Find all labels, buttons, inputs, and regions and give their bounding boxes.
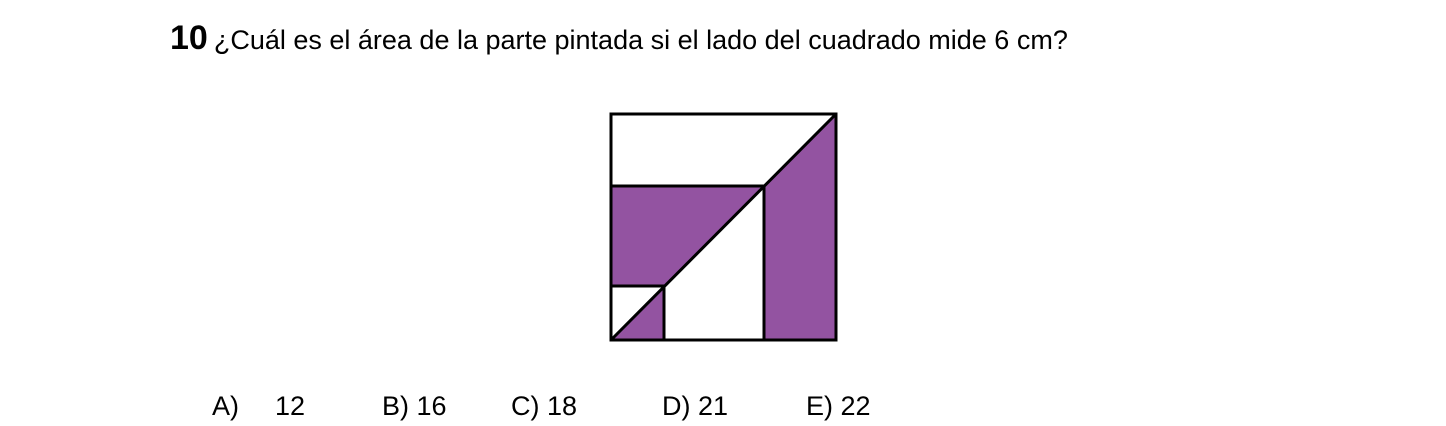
option-c[interactable] [511, 388, 577, 424]
question-number: 10 [170, 19, 208, 57]
question [170, 16, 1068, 67]
option-a[interactable] [212, 388, 305, 424]
option-a-letter: A) [212, 391, 239, 421]
option-d-letter: D) [662, 391, 691, 421]
option-b-letter: B) [382, 391, 409, 421]
option-a-value: 12 [275, 391, 306, 421]
option-e-value: 22 [840, 391, 871, 421]
option-d-value: 21 [698, 391, 729, 421]
option-e-letter: E) [806, 391, 833, 421]
option-c-value: 18 [547, 391, 578, 421]
option-b[interactable] [382, 388, 447, 424]
question-text: ¿Cuál es el área de la parte pintada si el lado del cuadrado mide 6 cm? [213, 25, 1068, 55]
option-b-value: 16 [416, 391, 447, 421]
option-c-letter: C) [511, 391, 540, 421]
geometry-figure [606, 108, 842, 346]
shaded-right-triangle [764, 114, 836, 340]
square-diagram [606, 108, 842, 346]
shaded-upper-trapezoid [611, 186, 764, 286]
option-d[interactable] [662, 388, 728, 424]
option-e[interactable] [806, 388, 871, 424]
